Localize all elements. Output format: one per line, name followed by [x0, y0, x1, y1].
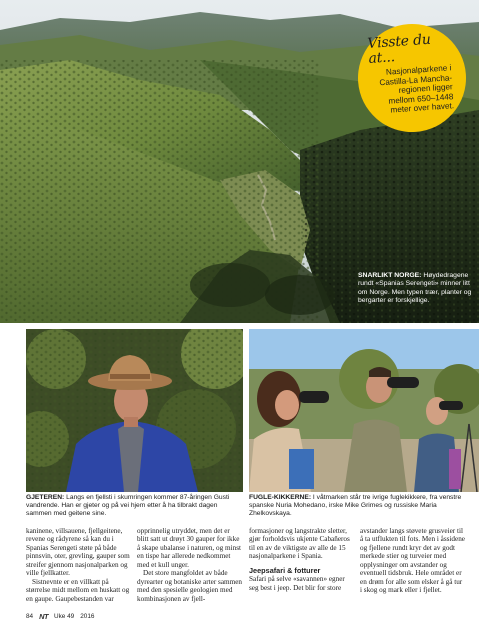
column-2-paragraph-2: Det store mangfoldet av både dyrearter og botaniske arter sammen med den spesielle geologien med kombinasjonen av fjell-: [137, 569, 242, 603]
column-3-paragraph-2: Safari på selve «savannen» egner seg best i jeep. Det blir for store: [249, 575, 345, 592]
birdwatchers-photo: [249, 329, 479, 492]
column-4-paragraph-1: avstander langs støvete grusveier til å ta utflukten til fots. Men i åssidene og fjellene rundt kryr det av godt merkede stier og turveier med opplysninger om avstander og eventuell tidsbruk. Hele området er en drøm for alle som elsker å gå tur i skog og mark eller i fjellet.: [360, 527, 465, 595]
birdwatchers-image: [249, 329, 479, 492]
shepherd-caption: [26, 494, 242, 519]
info-circle-text: Nasjonalparkene i Castilla-La Mancha-regionen ligger mellom 650–1448 meter over havet.: [379, 63, 455, 115]
shepherd-image: [26, 329, 243, 492]
magazine-logo-icon: NT: [39, 612, 48, 621]
birdwatchers-caption: [249, 494, 475, 519]
footer-year: 2016: [80, 613, 95, 620]
info-circle-title: Visste du at...: [366, 31, 432, 67]
footer-issue: Uke 49: [53, 613, 75, 620]
column-3-subheading: Jeepsafari & fotturer: [249, 565, 321, 575]
body-column-1: [26, 527, 131, 603]
page-footer: [26, 612, 94, 621]
page-number: 84: [26, 613, 34, 620]
shepherd-photo: [26, 329, 243, 492]
column-2-paragraph-1: opprinnelig utryddet, men det er blitt satt ut drøyt 30 gauper for ikke å skape ubalanse i naturen, og minst en tispe har allerede nedkommet med et kull unger.: [137, 527, 241, 569]
body-column-4: [360, 527, 465, 595]
column-1-paragraph-1: kaninene, villsauene, fjellgeitene, revene og rådyrene så kan du i Spanias Serengeti støte på både pinnsvin, oter, grevling, gauper som streifer gjennom nasjonalparken og ville fjellkatter.: [26, 527, 130, 578]
hero-caption: [358, 272, 476, 306]
shepherd-caption-heading: GJETEREN:: [26, 494, 65, 501]
birdwatchers-caption-text: I våtmarken står tre ivrige fuglekikkere, fra venstre spanske Nuria Mohedano, irske Mike Grimes og russiske Maria Zhelkovskaya.: [249, 494, 462, 518]
shepherd-caption-text: Langs en fjellsti i skumringen kommer 87-åringen Gusti vandrende. Han er gjeter og på vei hjem etter å ha tilbrakt dagen sammen med geitene sine.: [26, 494, 230, 518]
hero-caption-heading: SNARLIKT NORGE:: [358, 272, 422, 279]
body-column-3: [249, 527, 354, 592]
column-3-paragraph-1: formasjoner og langstrakte sletter, gjør forholdsvis ukjente Cabañeros til en av de viktigste av alle de 15 nasjonalparkene i Spania.: [249, 527, 350, 561]
body-column-2: [137, 527, 242, 603]
hero-caption-text: Høydedragene rundt «Spanias Serengeti» minner litt om Norge. Men typen trær, planter og bergarter er forskjellige.: [358, 272, 472, 305]
column-1-paragraph-2: Sistnevnte er en villkatt på størrelse midt mellom en huskatt og en gaupe. Gaupebestanden var: [26, 577, 130, 603]
birdwatchers-caption-heading: FUGLE-KIKKERNE:: [249, 494, 312, 501]
